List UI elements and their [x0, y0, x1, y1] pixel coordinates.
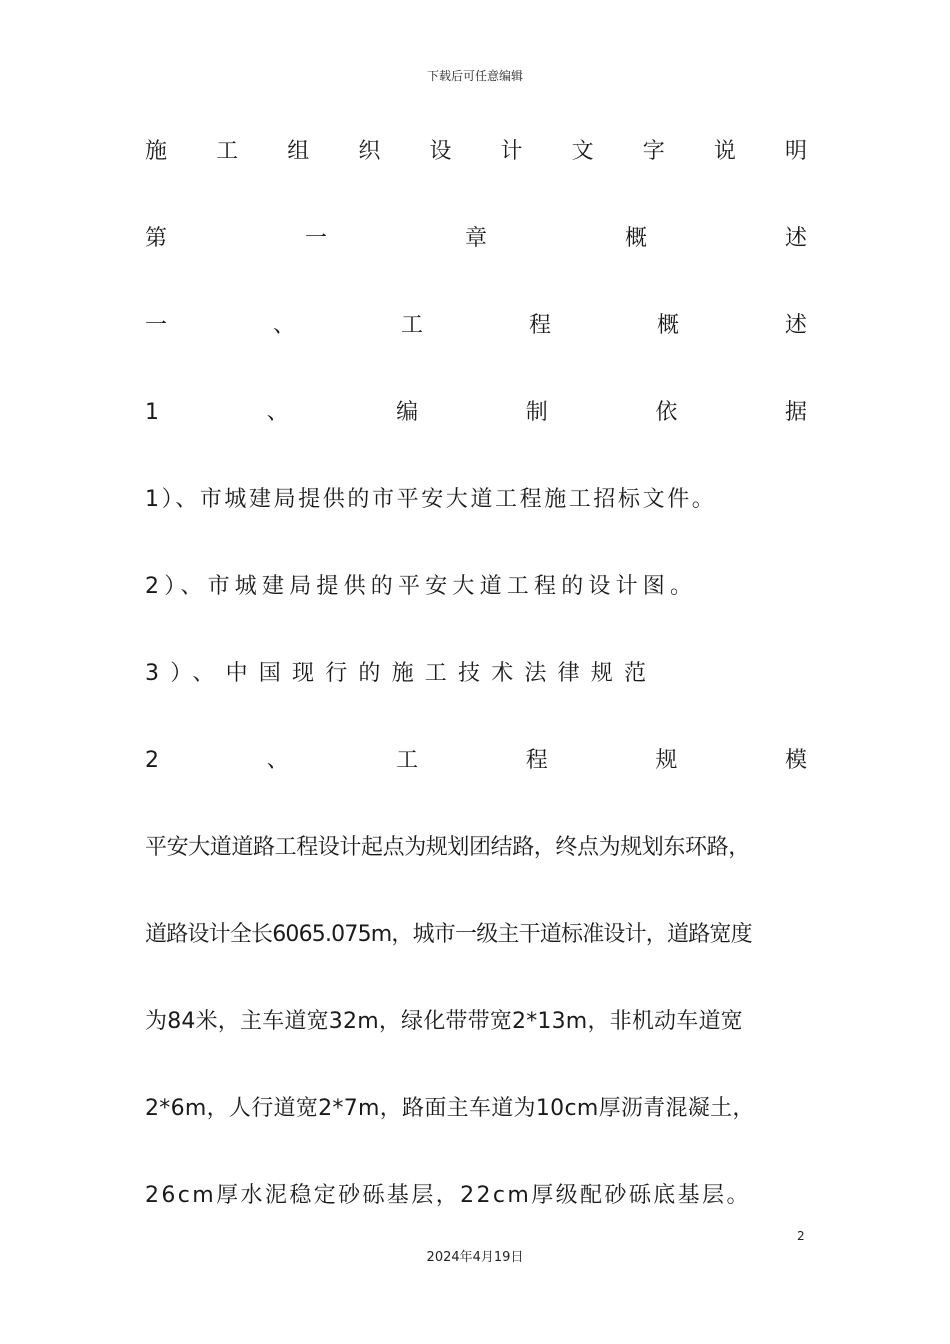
page-header: 下载后可任意编辑 — [426, 69, 523, 83]
body-line: 26cm厚水泥稳定砂砾基层，22cm厚级配砂砾底基层。 — [145, 1183, 751, 1208]
page-footer-date: 2024年4月19日 — [426, 1250, 524, 1265]
title-char: 组 — [287, 139, 310, 164]
title-char: 织 — [358, 139, 381, 164]
section-heading — [145, 311, 807, 341]
chapter-char: 概 — [624, 226, 647, 251]
subsection-char: 模 — [784, 748, 807, 773]
document-title — [145, 137, 807, 167]
subsection-char: 工 — [396, 748, 419, 773]
subsection-char: 2 — [145, 748, 159, 773]
subsection-char: 制 — [525, 400, 548, 425]
subsection-char: 编 — [396, 400, 419, 425]
basis-item-2: 2）、市城建局提供的平安大道工程的设计图。 — [145, 574, 698, 599]
title-char: 文 — [571, 139, 594, 164]
title-char: 设 — [429, 139, 452, 164]
section-char: 述 — [784, 313, 807, 338]
basis-item-3: 3）、中国现行的施工技术法律规范 — [145, 661, 658, 686]
title-char: 工 — [216, 139, 239, 164]
section-char: 一 — [145, 313, 168, 338]
title-char: 说 — [713, 139, 736, 164]
chapter-char: 第 — [145, 226, 168, 251]
subsection-heading-1 — [145, 398, 807, 428]
section-char: 概 — [656, 313, 679, 338]
title-char: 字 — [642, 139, 665, 164]
title-char: 施 — [145, 139, 168, 164]
section-char: 、 — [272, 313, 295, 338]
subsection-char: 、 — [266, 400, 289, 425]
body-line: 平安大道道路工程设计起点为规划团结路，终点为规划东环路， — [145, 835, 750, 860]
subsection-char: 据 — [784, 400, 807, 425]
subsection-char: 程 — [525, 748, 548, 773]
chapter-heading — [145, 224, 807, 254]
subsection-char: 1 — [145, 400, 159, 425]
body-line: 道路设计全长6065.075m，城市一级主干道标准设计，道路宽度 — [145, 922, 752, 947]
subsection-char: 依 — [655, 400, 678, 425]
subsection-char: 、 — [266, 748, 289, 773]
basis-item-1: 1）、市城建局提供的市平安大道工程施工招标文件。 — [145, 487, 717, 512]
title-char: 明 — [784, 139, 807, 164]
chapter-char: 一 — [304, 226, 327, 251]
body-line: 为84米，主车道宽32m，绿化带带宽2*13m，非机动车道宽 — [145, 1009, 743, 1034]
body-line: 2*6m，人行道宽2*7m，路面主车道为10cm厚沥青混凝土， — [145, 1096, 755, 1121]
title-char: 计 — [500, 139, 523, 164]
page-number: 2 — [797, 1229, 805, 1243]
subsection-char: 规 — [655, 748, 678, 773]
chapter-char: 述 — [784, 226, 807, 251]
section-char: 工 — [400, 313, 423, 338]
section-char: 程 — [528, 313, 551, 338]
chapter-char: 章 — [464, 226, 487, 251]
subsection-heading-2 — [145, 746, 807, 776]
